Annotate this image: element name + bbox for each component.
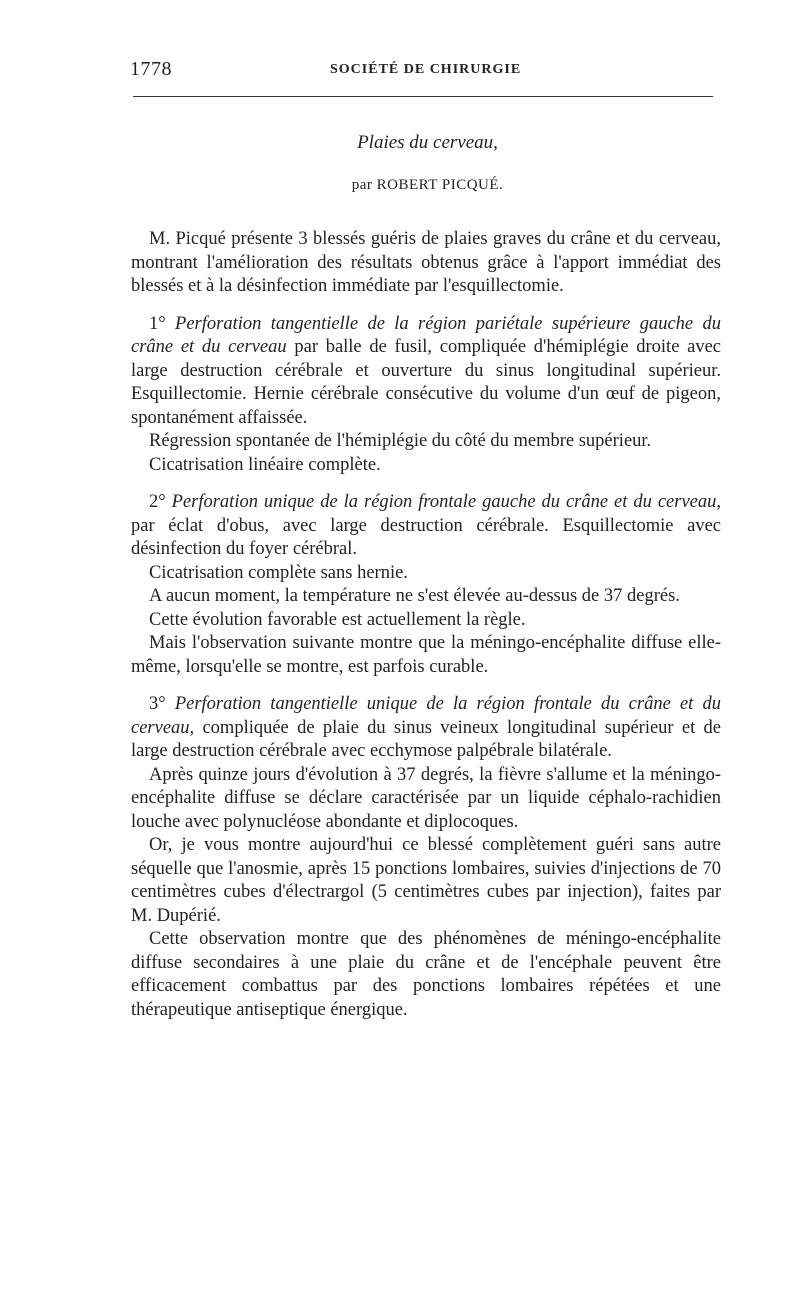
article-body (131, 228, 721, 1022)
header-rule (133, 96, 713, 97)
case1-text: par balle de fusil, compliquée d'hémiplégie droite avec large destruction cérébrale et ouverture du sinus longitudinal supérieur. Esquillectomie. Hernie cérébrale consécutive du volume d'un œuf de pigeon, spontanément affaissée. (131, 337, 721, 428)
running-head: SOCIÉTÉ DE CHIRURGIE (330, 62, 522, 77)
page-header (130, 58, 715, 88)
case1-title: Perforation tangentielle de la région pariétale supérieure gauche du crâne et du cerveau (131, 313, 721, 357)
article-title: Plaies du cerveau, (357, 132, 498, 153)
paragraph-case1 (131, 313, 721, 431)
case3-title: Perforation tangentielle unique de la région frontale du crâne et du cerveau (131, 694, 721, 738)
paragraph-case3-cure: Or, je vous montre aujourd'hui ce blessé complètement guéri sans autre séquelle que l'anosmie, après 15 ponctions lombaires, suivies d'injections de 70 centimètres cubes d'électrargol (5 centimètres cubes par injection), faites par M. Dupérié. (131, 835, 721, 926)
case2-number: 2° (149, 492, 172, 512)
paragraph-gap (131, 679, 721, 693)
page-number: 1778 (130, 58, 172, 80)
paragraph-case3-fever: Après quinze jours d'évolution à 37 degrés, la fièvre s'allume et la méningo-encéphalite diffuse se déclare caractérisée par un liquide céphalo-rachidien louche avec polynucléose abondante et diplocoques. (131, 764, 721, 832)
paragraph-case2-temperature: A aucun moment, la température ne s'est élevée au-dessus de 37 degrés. (149, 586, 680, 606)
paragraph-intro: M. Picqué présente 3 blessés guéris de plaies graves du crâne et du cerveau, montrant l'amélioration des résultats obtenus grâce à l'apport immédiat des blessés et à la désinfection immédiate par l'esquillectomie. (131, 229, 721, 296)
paragraph-case2-evolution: Cette évolution favorable est actuellement la règle. (149, 609, 526, 630)
paragraph-case2 (131, 491, 721, 562)
case2-text: , par éclat d'obus, avec large destruction cérébrale. Esquillectomie avec désinfection du foyer cérébral. (131, 492, 722, 559)
paragraph-case1-cicatrisation: Cicatrisation linéaire complète. (149, 454, 381, 475)
paragraph-case3 (131, 693, 721, 764)
article-byline: par ROBERT PICQUÉ. (351, 177, 504, 193)
case3-text: , compliquée de plaie du sinus veineux longitudinal supérieur et de large destruction cérébrale avec ecchymose palpébrale bilatérale. (131, 717, 721, 761)
paragraph-case1-regression: Régression spontanée de l'hémiplégie du côté du membre supérieur. (149, 431, 652, 451)
case2-title: Perforation unique de la région frontale gauche du crâne et du cerveau (171, 492, 717, 512)
paragraph-case2-cicatrisation: Cicatrisation complète sans hernie. (149, 562, 408, 583)
paragraph-gap (131, 299, 721, 313)
case1-number: 1° (149, 313, 176, 334)
paragraph-case2-observation: Mais l'observation suivante montre que la méningo-encéphalite diffuse elle-même, lorsqu'elle se montre, est parfois curable. (131, 633, 721, 677)
paragraph-gap (131, 477, 721, 491)
paragraph-case3-conclusion: Cette observation montre que des phénomènes de méningo-encéphalite diffuse secondaires à une plaie du crâne et de l'encéphale peuvent être efficacement combattus par des ponctions lombaires répétées et une thérapeutique antiseptique énergique. (131, 929, 721, 1020)
case3-number: 3° (149, 694, 175, 714)
